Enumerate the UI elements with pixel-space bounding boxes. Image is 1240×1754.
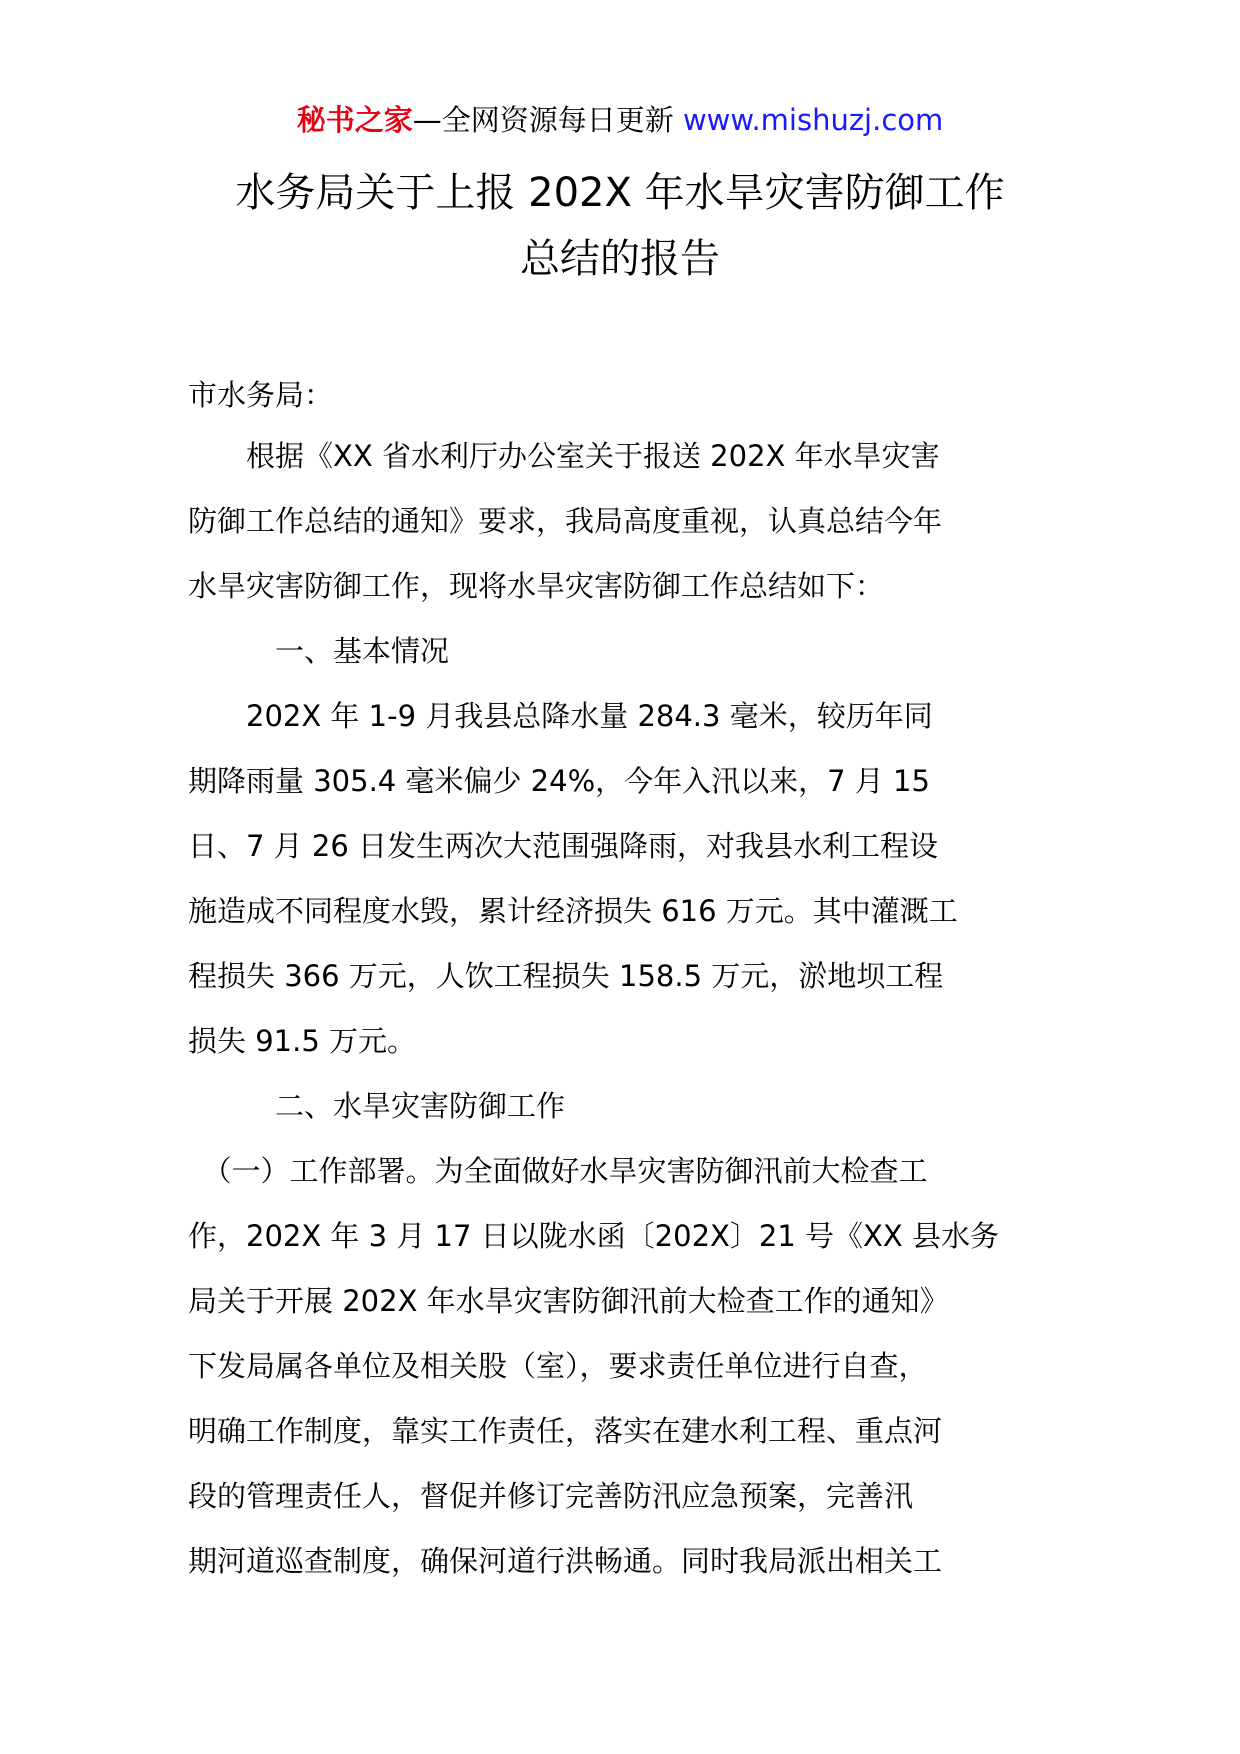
body-line: 防御工作总结的通知》要求，我局高度重视，认真总结今年 bbox=[188, 504, 943, 538]
title-line-1: 水务局关于上报 202X 年水旱灾害防御工作 bbox=[235, 170, 1005, 216]
body-line: 段的管理责任人，督促并修订完善防汛应急预案，完善汛 bbox=[188, 1479, 914, 1513]
salutation-text: 市水务局： bbox=[188, 378, 334, 412]
header-slogan: —全网资源每日更新 bbox=[412, 103, 674, 137]
body-line: 日、7 月 26 日发生两次大范围强降雨，对我县水利工程设 bbox=[188, 829, 939, 863]
body-line: 202X 年 1-9 月我县总降水量 284.3 毫米，较历年同 bbox=[188, 699, 933, 733]
section-heading-basic: 一、基本情况 bbox=[188, 634, 450, 668]
site-header bbox=[0, 100, 1240, 140]
body-line: 根据《XX 省水利厅办公室关于报送 202X 年水旱灾害 bbox=[188, 439, 940, 473]
site-url-link[interactable]: www.mishuzj.com bbox=[682, 103, 944, 137]
body-line: 下发局属各单位及相关股（室），要求责任单位进行自查， bbox=[188, 1349, 928, 1383]
document-title bbox=[120, 160, 1120, 292]
brand-name: 秘书之家 bbox=[296, 103, 413, 137]
body-line: 施造成不同程度水毁，累计经济损失 616 万元。其中灌溉工 bbox=[188, 894, 958, 928]
body-line: 期降雨量 305.4 毫米偏少 24%，今年入汛以来，7 月 15 bbox=[188, 764, 930, 798]
body-line: 局关于开展 202X 年水旱灾害防御汛前大检查工作的通知》 bbox=[188, 1284, 949, 1318]
body-line: 水旱灾害防御工作，现将水旱灾害防御工作总结如下： bbox=[188, 569, 885, 603]
body-line: 作，202X 年 3 月 17 日以陇水函〔202X〕21 号《XX 县水务 bbox=[188, 1219, 999, 1253]
section-heading-work: 二、水旱灾害防御工作 bbox=[188, 1089, 566, 1123]
body-line: 明确工作制度，靠实工作责任，落实在建水利工程、重点河 bbox=[188, 1414, 943, 1448]
body-line: 期河道巡查制度，确保河道行洪畅通。同时我局派出相关工 bbox=[188, 1544, 943, 1578]
document-body bbox=[188, 424, 1068, 1594]
body-line: 程损失 366 万元，人饮工程损失 158.5 万元，淤地坝工程 bbox=[188, 959, 944, 993]
body-line: 损失 91.5 万元。 bbox=[188, 1024, 417, 1058]
salutation bbox=[188, 363, 1068, 428]
title-line-2: 总结的报告 bbox=[520, 236, 720, 282]
body-line: （一）工作部署。为全面做好水旱灾害防御汛前大检查工 bbox=[188, 1154, 928, 1188]
